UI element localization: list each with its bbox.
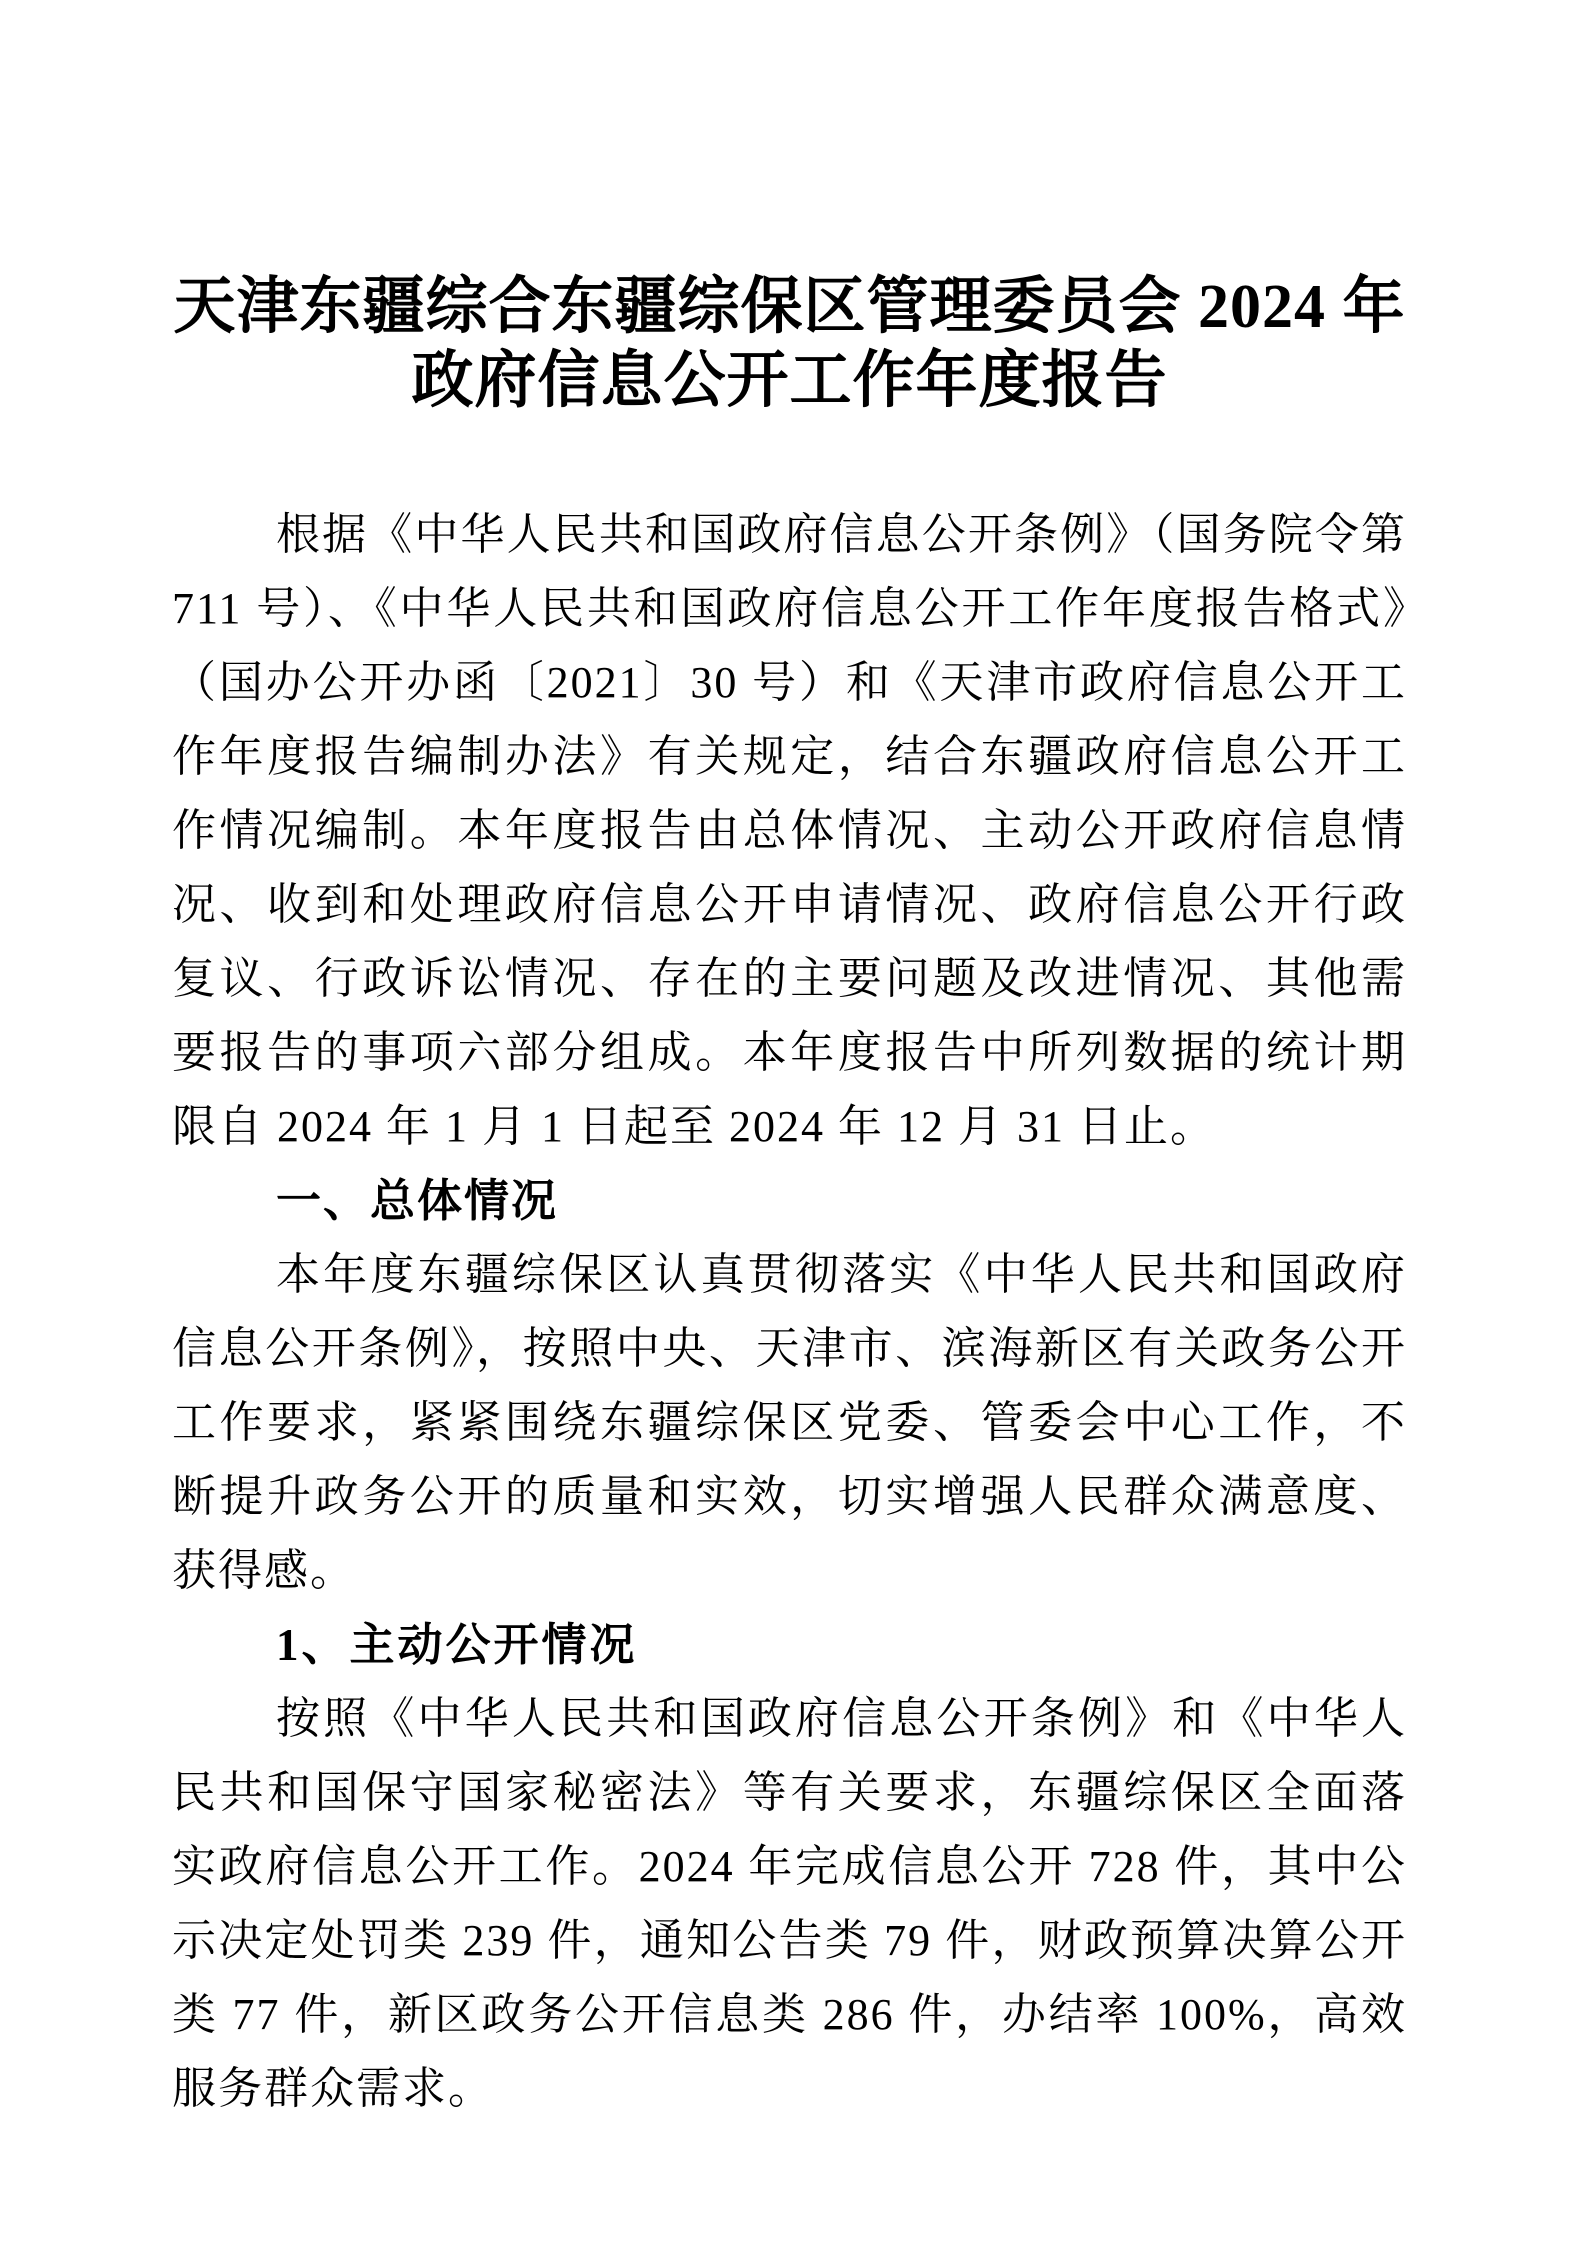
subsection-proactive-disclosure-paragraph: 按照《中华人民共和国政府信息公开条例》和《中华人民共和国保守国家秘密法》等有关要求，东疆综保区全面落实政府信息公开工作。2024 年完成信息公开 728 件，其中公示决定处罚类 239 件，通知公告类 79 件，财政预算决算公开类 77 件，新区政务公开信息类 286 件，办结率 100%，高效服务群众需求。 [172, 1694, 1407, 2113]
subsection-heading-proactive-disclosure: 1、主动公开情况 [276, 1620, 638, 1670]
document-title-line-2: 政府信息公开工作年度报告 [411, 347, 1168, 415]
document-title-line-1: 天津东疆综合东疆综保区管理委员会 2024 年 [173, 273, 1406, 341]
section-overall-paragraph: 本年度东疆综保区认真贯彻落实《中华人民共和国政府信息公开条例》，按照中央、天津市、滨海新区有关政务公开工作要求，紧紧围绕东疆综保区党委、管委会中心工作，不断提升政务公开的质量和实效，切实增强人民群众满意度、获得感。 [172, 1250, 1407, 1595]
section-heading-overall-situation: 一、总体情况 [276, 1175, 559, 1226]
intro-paragraph: 根据《中华人民共和国政府信息公开条例》（国务院令第 711 号）、《中华人民共和国政府信息公开工作年度报告格式》（国办公开办函〔2021〕30 号）和《天津市政府信息公开工作年度报告编制办法》有关规定，结合东疆政府信息公开工作情况编制。本年度报告由总体情况、主动公开政府信息情况、收到和处理政府信息公开申请情况、政府信息公开行政复议、行政诉讼情况、存在的主要问题及改进情况、其他需要报告的事项六部分组成。本年度报告中所列数据的统计期限自 2024 年 1 月 1 日起至 2024 年 12 月 31 日止。 [172, 510, 1407, 1151]
document-title [172, 270, 1407, 418]
